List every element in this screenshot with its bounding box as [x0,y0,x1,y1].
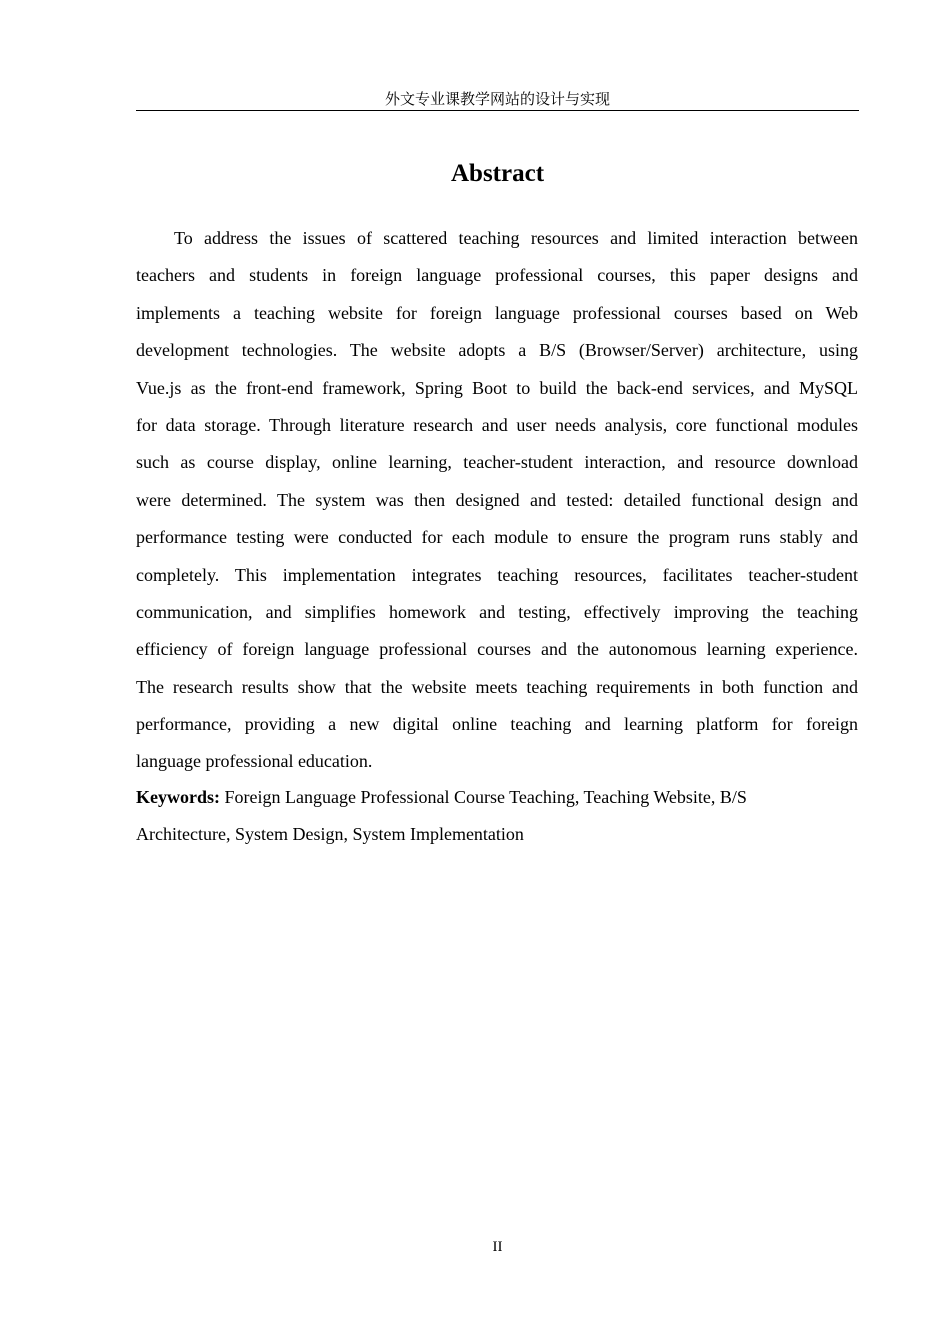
keywords-text-continued: Architecture, System Design, System Implementation [136,824,524,844]
abstract-line: development technologies. The website adopts a B/S (Browser/Server) architecture, using [136,340,858,361]
abstract-line: were determined. The system was then designed and tested: detailed functional design and [136,489,858,510]
abstract-line: for data storage. Through literature research and user needs analysis, core functional modules [136,414,858,435]
header-divider [136,110,859,111]
keywords-text: Foreign Language Professional Course Teaching, Teaching Website, B/S [220,787,747,807]
abstract-body [136,226,858,787]
running-header: 外文专业课教学网站的设计与实现 [384,92,610,108]
abstract-line: efficiency of foreign language professional courses and the autonomous learning experience. [136,639,858,660]
abstract-line: communication, and simplifies homework and testing, effectively improving the teaching [136,601,858,622]
abstract-line: teachers and students in foreign language professional courses, this paper designs and [136,265,858,286]
abstract-line: To address the issues of scattered teaching resources and limited interaction between [174,228,858,248]
page-title: Abstract [450,160,545,187]
abstract-line: language professional education. [136,751,373,772]
abstract-line: performance testing were conducted for each module to ensure the program runs stably and [136,527,858,548]
page-number: II [492,1239,503,1255]
abstract-line: completely. This implementation integrates teaching resources, facilitates teacher-student [136,564,858,585]
abstract-line: such as course display, online learning, teacher-student interaction, and resource download [136,452,858,473]
abstract-line: The research results show that the website meets teaching requirements in both function and [136,676,858,697]
abstract-line: performance, providing a new digital online teaching and learning platform for foreign [136,714,858,735]
abstract-line: Vue.js as the front-end framework, Spring Boot to build the back-end services, and MySQL [136,377,858,398]
abstract-line: implements a teaching website for foreign language professional courses based on Web [136,302,858,323]
keywords-section [136,785,858,859]
keywords-label: Keywords: [136,787,220,807]
